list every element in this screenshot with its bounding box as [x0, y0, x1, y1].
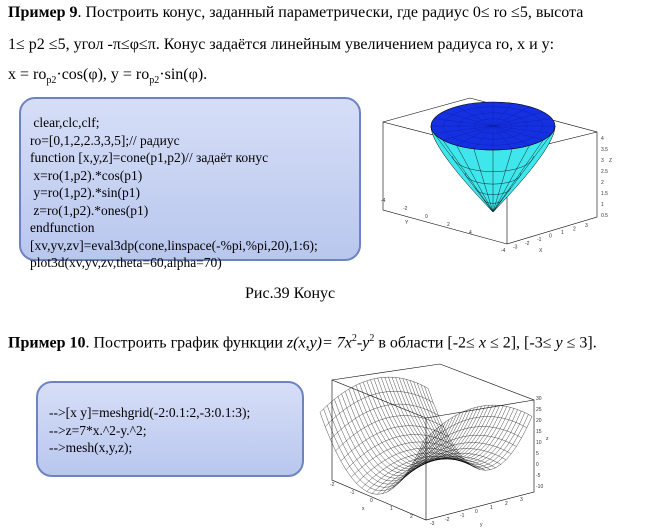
x-tick-label: -1 — [537, 237, 542, 244]
y-tick-label: -2 — [445, 517, 450, 523]
x-tick-label: -3 — [513, 244, 518, 251]
mesh-line — [392, 377, 496, 459]
z-tick-label: 2 — [601, 180, 604, 186]
example10-line: Пример 10. Построить график функции $z(x,y)= 7x^2-y^2$ в области [-2≤ x ≤ 2], [-3≤ y ≤ 3]. — [8, 333, 597, 352]
example9-title: Пример 9 — [8, 4, 78, 21]
cone-code-line: endfunction — [30, 220, 95, 235]
mesh-code-line: -->[x y]=meshgrid(-2:0.1:2,-3:0.1:3); — [49, 405, 251, 420]
x-tick-label: -2 — [330, 482, 335, 488]
z-tick-label: 25 — [536, 407, 542, 413]
mesh-line — [338, 396, 442, 478]
z-tick-label: 3.5 — [601, 147, 608, 153]
z-tick-label: 3 — [601, 158, 604, 164]
mesh-line — [330, 404, 438, 439]
x-tick-label: 2 — [573, 226, 576, 233]
x-tick-label: -4 — [501, 248, 506, 254]
mesh-line — [399, 378, 503, 460]
x-axis-label: X — [539, 248, 543, 254]
cone-code-line: z=ro(1,p2).*ones(p1) — [30, 202, 149, 218]
mesh-code-box — [36, 381, 304, 477]
cone-code-line: x=ro(1,p2).*cos(p1) — [30, 167, 143, 183]
mesh-line — [424, 386, 528, 468]
x-tick-label: 0 — [370, 498, 373, 504]
mesh-line — [408, 435, 516, 470]
mesh-plot — [322, 360, 552, 528]
example10-title: Пример 10 — [8, 334, 86, 352]
z-tick-label: 2.5 — [601, 169, 608, 175]
y-axis-label: y — [480, 522, 483, 528]
y-tick-label: 0 — [475, 509, 478, 515]
z-tick-label: 1 — [601, 202, 604, 208]
y-tick-label: 0 — [425, 214, 428, 220]
z-tick-label: -10 — [536, 484, 544, 490]
x-tick-label: 1 — [390, 506, 393, 512]
mesh-line — [414, 382, 518, 464]
y-tick-label: -4 — [381, 198, 386, 204]
y-tick-label: 1 — [490, 505, 493, 511]
cone-code-line: ro=[0,1,2,2.3,3,5];// радиус — [30, 132, 180, 148]
y-tick-label: -2 — [403, 206, 408, 212]
x-tick-label: 0 — [549, 233, 552, 240]
x-tick-label: 2 — [410, 514, 413, 520]
example9-line1: Пример 9. Построить конус, заданный параметрически, где радиус 0≤ ro ≤5, высота — [8, 4, 584, 21]
mesh-code-line: -->mesh(x,y,z); — [49, 440, 133, 455]
x-axis-label: x — [362, 506, 365, 512]
mesh-line — [324, 409, 428, 491]
z-tick-label: -5 — [536, 473, 541, 479]
example9-line2: 1≤ p2 ≤5, угол -π≤φ≤π. Конус задаётся линейным увеличением радиуса ro, x и y: — [8, 36, 555, 53]
mesh-line — [320, 377, 428, 412]
cone-code-line: function [x,y,z]=cone(p1,p2)// задаёт конус — [30, 150, 269, 165]
cone-code-line: [xv,yv,zv]=eval3dp(cone,linspace(-%pi,%pi,20),1:6); — [30, 237, 318, 253]
y-axis-label: Y — [405, 220, 409, 226]
mesh-line — [352, 387, 456, 469]
x-tick-label: 3 — [585, 222, 588, 229]
cone-code-line: y=ro(1,p2).*sin(p1) — [30, 185, 140, 200]
z-tick-label: 20 — [536, 418, 542, 424]
y-tick-label: -3 — [430, 521, 435, 527]
z-axis-label: z — [546, 436, 549, 442]
mesh-line — [419, 417, 527, 452]
z-tick-label: 10 — [536, 440, 542, 446]
x-tick-label: 1 — [561, 230, 564, 236]
y-tick-label: 4 — [469, 230, 472, 236]
z-tick-label: 4 — [601, 136, 604, 142]
mesh-code-line: -->z=7*x.^2-y.^2; — [49, 422, 147, 438]
cone-code-box — [19, 97, 361, 270]
example9-formula: $x = ro_{p2}\cdot\cos(\varphi)$, $y = ro_{p2}\cdot\sin(\varphi)$. — [8, 66, 208, 87]
z-tick-label: 0.5 — [601, 213, 608, 219]
mesh-line — [360, 384, 464, 466]
z-tick-label: 30 — [536, 396, 542, 402]
z-tick-label: 15 — [536, 429, 542, 435]
x-tick-label: -2 — [525, 240, 530, 247]
mesh-line — [334, 399, 438, 481]
z-axis-label: Z — [609, 158, 613, 164]
y-tick-label: 2 — [447, 222, 450, 228]
z-tick-label: 0 — [536, 462, 539, 468]
mesh-line — [331, 402, 435, 484]
mesh-line — [388, 377, 492, 459]
figure-caption: Рис.39 Конус — [245, 285, 336, 302]
cone-code-line: plot3d(xv,yv,zv,theta=60,alpha=70) — [30, 255, 222, 270]
z-tick-label: 1.5 — [601, 191, 608, 197]
y-tick-label: 3 — [520, 497, 523, 503]
x-tick-label: -1 — [350, 490, 355, 496]
y-tick-label: 2 — [505, 501, 508, 507]
z-tick-label: 5 — [536, 451, 539, 457]
cone-plot — [375, 92, 615, 262]
cone-code-line: clear,clc,clf; — [30, 115, 100, 130]
y-tick-label: -1 — [460, 513, 465, 519]
